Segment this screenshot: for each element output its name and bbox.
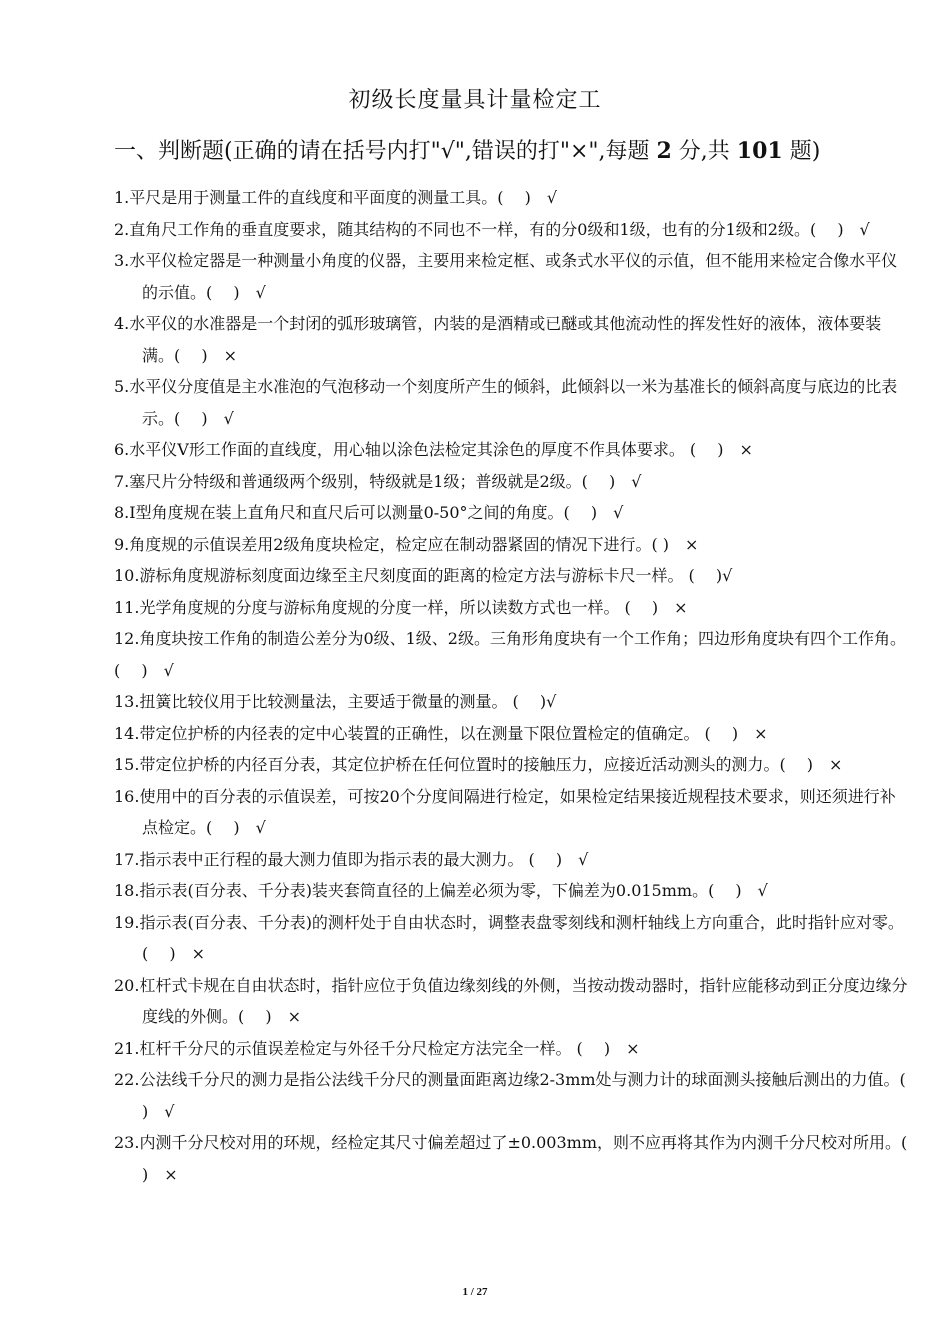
document-title: 初级长度量具计量检定工 [348,88,602,113]
section-heading-suffix: 题) [782,139,821,164]
question-item: 14.带定位护桥的内径表的定中心装置的正确性，以在测量下限位置检定的值确定。 ( ) × [114,723,768,743]
question-item: 6.水平仪V形工作面的直线度，用心轴以涂色法检定其涂色的厚度不作具体要求。 ( ) × [114,440,753,459]
question-item: 23.内测千分尺校对用的环规，经检定其尺寸偏差超过了±0.003mm，则不应再将其作为内测千分尺校对所用。( ) × [114,1133,929,1184]
question-item: 5.水平仪分度值是主水准泡的气泡移动一个刻度所产生的倾斜，此倾斜以一米为基准长的倾斜高度与底边的比表示。( ) √ [114,377,898,428]
question-item: 9.角度规的示值误差用2级角度块检定，检定应在制动器紧固的情况下进行。( ) × [114,534,699,554]
question-item: 17.指示表中正行程的最大测力值即为指示表的最大测力。 ( ) √ [114,849,589,869]
question-item: 15.带定位护桥的内径百分表，其定位护桥在任何位置时的接触压力，应接近活动测头的测力。( ) × [114,755,843,774]
question-item: 18.指示表(百分表、千分表)装夹套筒直径的上偏差必须为零，下偏差为0.015mm。( ) √ [114,881,768,900]
question-item: 3.水平仪检定器是一种测量小角度的仪器，主要用来检定框、或条式水平仪的示值，但不能用来检定合像水平仪的示值。( ) √ [114,251,898,302]
section-heading-middle: 分,共 [671,139,737,164]
section-heading [114,135,914,168]
page-number: 1 / 27 [462,1286,488,1298]
section-heading-points: 2 [656,138,672,164]
question-item: 11.光学角度规的分度与游标角度规的分度一样，所以读数方式也一样。 ( ) × [114,597,688,617]
question-item: 22.公法线千分尺的测力是指公法线千分尺的测量面距离边缘2-3mm处与测力计的球面测头接触后测出的力值。( ) √ [114,1070,927,1121]
question-item: 10.游标角度规游标刻度面边缘至主尺刻度面的距离的检定方法与游标卡尺一样。 ( )√ [114,566,733,585]
question-item: 2.直角尺工作角的垂直度要求，随其结构的不同也不一样，有的分0级和1级，也有的分1级和2级。( ) √ [114,219,870,239]
question-item: 7.塞尺片分特级和普通级两个级别，特级就是1级；普级就是2级。( ) √ [114,471,642,491]
question-item: 8.Ⅰ型角度规在装上直角尺和直尺后可以测量0-50°之间的角度。( ) √ [114,503,624,522]
question-item: 13.扭簧比较仪用于比较测量法，主要适于微量的测量。 ( )√ [114,692,557,711]
section-heading-count: 101 [736,138,783,164]
question-item: 21.杠杆千分尺的示值误差检定与外径千分尺检定方法完全一样。 ( ) × [114,1038,640,1058]
question-item: 20.杠杆式卡规在自由状态时，指针应位于负值边缘刻线的外侧，当按动拨动器时，指针应能移动到正分度边缘分度线的外侧。( ) × [114,975,908,1026]
question-item: 1.平尺是用于测量工件的直线度和平面度的测量工具。( ) √ [114,188,558,207]
question-item: 12.角度块按工作角的制造公差分为0级、1级、2级。三角形角度块有一个工作角；四边形角度块有四个工作角。( ) √ [114,629,906,680]
section-heading-prefix: 一、判断题(正确的请在括号内打"√",错误的打"×",每题 [114,139,657,164]
question-list [114,182,929,1190]
question-item: 16.使用中的百分表的示值误差，可按20个分度间隔进行检定，如果检定结果接近规程技术要求，则还须进行补点检定。( ) √ [114,786,896,837]
question-item: 4.水平仪的水准器是一个封闭的弧形玻璃管，内装的是酒精或已醚或其他流动性的挥发性好的液体，液体要装满。( ) × [114,314,882,365]
question-item: 19.指示表(百分表、千分表)的测杆处于自由状态时，调整表盘零刻线和测杆轴线上方向重合，此时指针应对零。( ) × [114,912,904,963]
